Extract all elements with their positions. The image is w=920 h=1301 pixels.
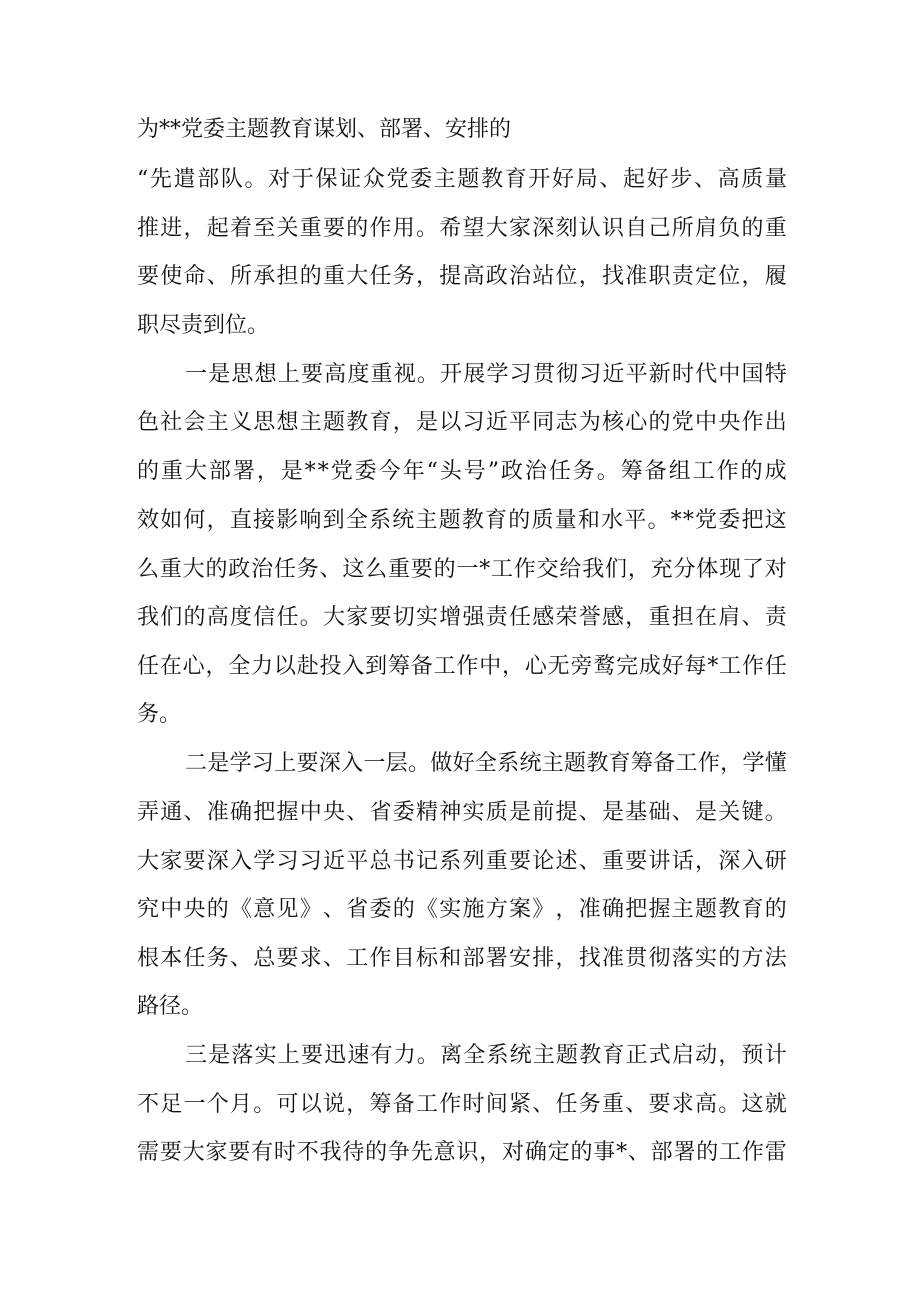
text-line: 色 社 会 主 义 思 想 主 题 教 育 ， 是 以 习 近 平 同 志 为 核 心 的 党 中 央 作 出 — [137, 410, 787, 435]
text-line: 要 使 命 、 所 承 担 的 重 大 任 务 ， 提 高 政 治 站 位 ， 找 准 职 责 定 位 ， 履 — [137, 264, 787, 289]
text-line: 我 们 的 高 度 信 任 。 大 家 要 切 实 增 强 责 任 感 荣 誉 感 ， 重 担 在 肩 、 责 — [137, 605, 787, 630]
text-line: “ 先 遣 部 队 。 对 于 保 证 众 党 委 主 题 教 育 开 好 局 、 起 好 步 、 高 质 量 — [137, 167, 787, 192]
text-line: 弄 通 、 准 确 把 握 中 央 、 省 委 精 神 实 质 是 前 提 、 是 基 础 、 是 关 键 。 — [137, 800, 787, 825]
text-line: 务。 — [137, 702, 182, 727]
text-line: 的 重 大 部 署 ， 是 * * 党 委 今 年 “ 头 号 ” 政 治 任 务 。 筹 备 组 工 作 的 成 — [137, 459, 787, 484]
text-line: 任 在 心 ， 全 力 以 赴 投 入 到 筹 备 工 作 中 ， 心 无 旁 鹜 完 成 好 每 * 工 作 任 — [137, 654, 787, 679]
text-line: 究 中 央 的 《 意 见 》 、 省 委 的 《 实 施 方 案 》 ， 准 确 把 握 主 题 教 育 的 — [137, 897, 787, 922]
paragraph-first-line: 二 是 学 习 上 要 深 入 一 层 。 做 好 全 系 统 主 题 教 育 筹 备 工 作 ， 学 懂 — [185, 751, 787, 776]
text-line: 为**党委主题教育谋划、部署、安排的 — [137, 117, 512, 142]
text-line: 根 本 任 务 、 总 要 求 、 工 作 目 标 和 部 署 安 排 ， 找 准 贯 彻 落 实 的 方 法 — [137, 946, 787, 971]
text-line: 大 家 要 深 入 学 习 习 近 平 总 书 记 系 列 重 要 论 述 、 重 要 讲 话 ， 深 入 研 — [137, 849, 787, 874]
paragraph-first-line: 三 是 落 实 上 要 迅 速 有 力 。 离 全 系 统 主 题 教 育 正 式 启 动 ， 预 计 — [185, 1043, 787, 1068]
text-line: 需 要 大 家 要 有 时 不 我 待 的 争 先 意 识 ， 对 确 定 的 事 * 、 部 署 的 工 作 雷 — [137, 1140, 787, 1165]
text-line: 不 足 一 个 月 。 可 以 说 ， 筹 备 工 作 时 间 紧 、 任 务 重 、 要 求 高 。 这 就 — [137, 1092, 787, 1117]
paragraph-first-line: 一 是 思 想 上 要 高 度 重 视 。 开 展 学 习 贯 彻 习 近 平 新 时 代 中 国 特 — [185, 362, 787, 387]
text-line: 职尽责到位。 — [137, 313, 270, 338]
text-line: 路径。 — [137, 994, 204, 1019]
text-line: 么 重 大 的 政 治 任 务 、 这 么 重 要 的 一 * 工 作 交 给 我 们 ， 充 分 体 现 了 对 — [137, 557, 787, 582]
text-line: 推 进 ， 起 着 至 关 重 要 的 作 用 。 希 望 大 家 深 刻 认 识 自 己 所 肩 负 的 重 — [137, 216, 787, 241]
text-line: 效 如 何 ， 直 接 影 响 到 全 系 统 主 题 教 育 的 质 量 和 水 平 。 * * 党 委 把 这 — [137, 508, 787, 533]
